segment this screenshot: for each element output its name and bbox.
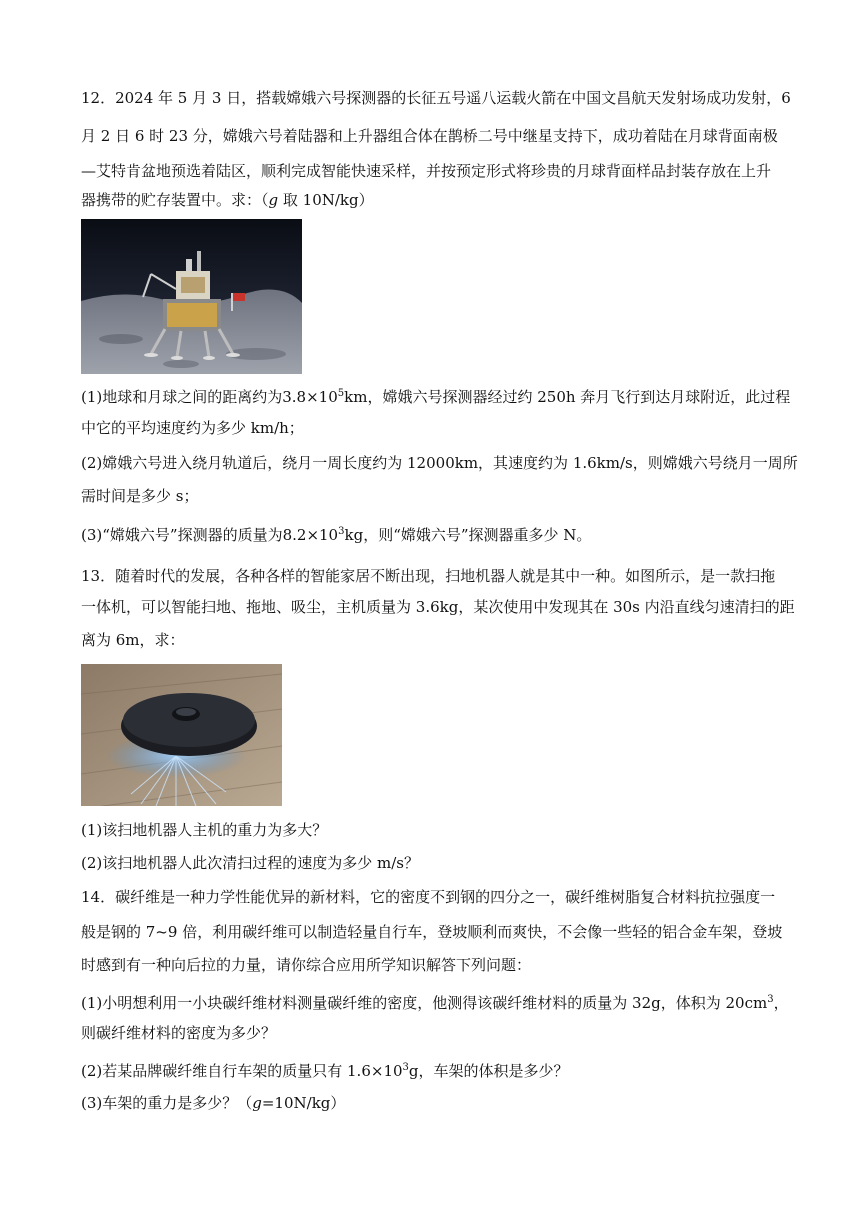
g-symbol: g	[252, 1094, 262, 1112]
q14-part-2: (2)若某品牌碳纤维自行车架的质量只有 $1.6\times 10^3g$，车架的体积是多少？	[81, 1062, 569, 1080]
q12-part-2-line-2: 需时间是多少 s；	[81, 487, 199, 505]
q14-part-1-line-2: 则碳纤维材料的密度为多少？	[81, 1024, 277, 1042]
q14-intro-line-1: 14．碳纤维是一种力学性能优异的新材料，它的密度不到钢的四分之一，碳纤维树脂复合材料抗拉强度一	[81, 888, 776, 906]
q13-intro-line-3: 离为 6m，求：	[81, 631, 185, 649]
q13-part-2: (2)该扫地机器人此次清扫过程的速度为多少 m/s？	[81, 854, 419, 872]
q12-distance-value: $3.8\times 10^5km$	[282, 388, 368, 406]
q12-mass-value: $8.2\times 10^3kg$	[282, 526, 364, 544]
q12-part-1-line-1: (1)地球和月球之间的距离约为$3.8\times 10^5km$，嫦娥六号探测器经过约 250h 奔月飞行到达月球附近，此过程	[81, 388, 791, 406]
q14-part-3: (3)车架的重力是多少？（g=10N/kg）	[81, 1094, 346, 1112]
q12-part-3: (3)“嫦娥六号”探测器的质量为$8.2\times 10^3kg$，则“嫦娥六号”探测器重多少 N。	[81, 526, 592, 544]
q12-part-1-line-2: 中它的平均速度约为多少 km/h；	[81, 419, 304, 437]
q12-intro-line-4: 器携带的贮存装置中。求：（g 取 10N/kg）	[81, 191, 374, 209]
q14-part-1-line-1: (1)小明想利用一小块碳纤维材料测量碳纤维的密度，他测得该碳纤维材料的质量为 32g，体积为 $20cm^3$，	[81, 994, 789, 1012]
q12-intro-line-1: 12．2024 年 5 月 3 日，搭载嫦娥六号探测器的长征五号遥八运载火箭在中国文昌航天发射场成功发射，6	[81, 89, 791, 107]
q12-intro-line-3: —艾特肯盆地预选着陆区，顺利完成智能快速采样，并按预定形式将珍贵的月球背面样品封装存放在上升	[81, 162, 772, 180]
q12-intro-line-2: 月 2 日 6 时 23 分，嫦娥六号着陆器和上升器组合体在鹊桥二号中继星支持下，成功着陆在月球背面南极	[81, 127, 778, 145]
q13-intro-line-1: 13．随着时代的发展，各种各样的智能家居不断出现，扫地机器人就是其中一种。如图所示，是一款扫拖	[81, 567, 776, 585]
robot-vacuum-image	[81, 664, 282, 806]
q14-intro-line-2: 般是钢的 7~9 倍，利用碳纤维可以制造轻量自行车，登坡顺利而爽快，不会像一些轻的铝合金车架，登坡	[81, 923, 783, 941]
q14-intro-line-3: 时感到有一种向后拉的力量，请你综合应用所学知识解答下列问题：	[81, 956, 532, 974]
lunar-lander-image	[81, 219, 302, 374]
q13-intro-line-2: 一体机，可以智能扫地、拖地、吸尘，主机质量为 3.6kg，某次使用中发现其在 30s 内沿直线匀速清扫的距	[81, 598, 795, 616]
g-symbol: g	[268, 191, 279, 209]
q13-part-1: (1)该扫地机器人主机的重力为多大？	[81, 821, 328, 839]
q12-part-2-line-1: (2)嫦娥六号进入绕月轨道后，绕月一周长度约为 12000km，其速度约为 1.6km/s，则嫦娥六号绕月一周所	[81, 454, 798, 472]
